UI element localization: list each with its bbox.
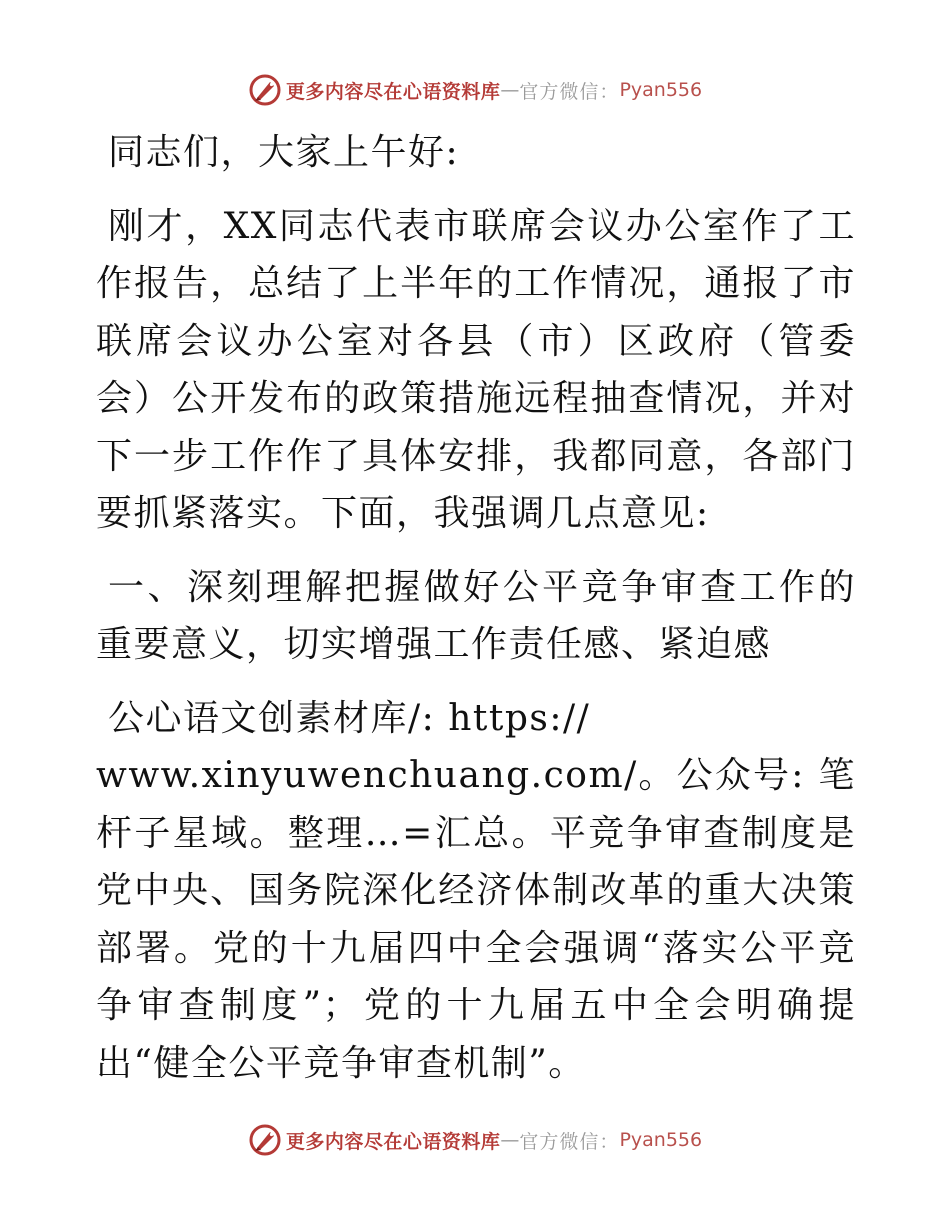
section-heading-1: 一、深刻理解把握做好公平竞争审查工作的重要意义，切实增强工作责任感、紧迫感 [96, 566, 856, 665]
greeting: 同志们，大家上午好: [108, 132, 460, 173]
banner-main-text: 更多内容尽在心语资料库 [285, 80, 501, 103]
paragraph-intro: 刚才，XX同志代表市联席会议办公室作了工作报告，总结了上半年的工作情况，通报了市联席会议办公室对各县（市）区政府（管委会）公开发布的政策措施远程抽查情况，并对下一步工作作了具体安排，我都同意，各部门要抓紧落实。下面，我强调几点意见: [96, 205, 856, 534]
pen-nib-logo-icon [248, 1123, 282, 1157]
footer-main-text: 更多内容尽在心语资料库 [285, 1130, 501, 1153]
footer-wechat-label: 官方微信： [519, 1130, 620, 1153]
paragraph-policy: www.xinyuwenchuang.com/。公众号: 笔杆子星域。整理…=汇总。平竞争审查制度是党中央、国务院深化经济体制改革的重大决策部署。党的十九届四中全会强调“落实公平竞争审查制度”；党的十九届五中全会明确提出“健全公平竞争审查机制”。 [96, 755, 856, 1084]
document-body [96, 124, 856, 1108]
paragraph-source-line [96, 690, 856, 748]
banner-dash: — [500, 79, 520, 101]
banner-wechat-id: Pyan556 [619, 79, 703, 101]
footer-banner [0, 1118, 950, 1162]
footer-wechat-id: Pyan556 [619, 1129, 703, 1151]
source-line-text: 公心语文创素材库/: https:// [108, 697, 591, 739]
pen-nib-logo-icon [248, 73, 282, 107]
header-banner [0, 68, 950, 112]
footer-dash: — [500, 1129, 520, 1151]
banner-wechat-label: 官方微信： [519, 80, 620, 103]
